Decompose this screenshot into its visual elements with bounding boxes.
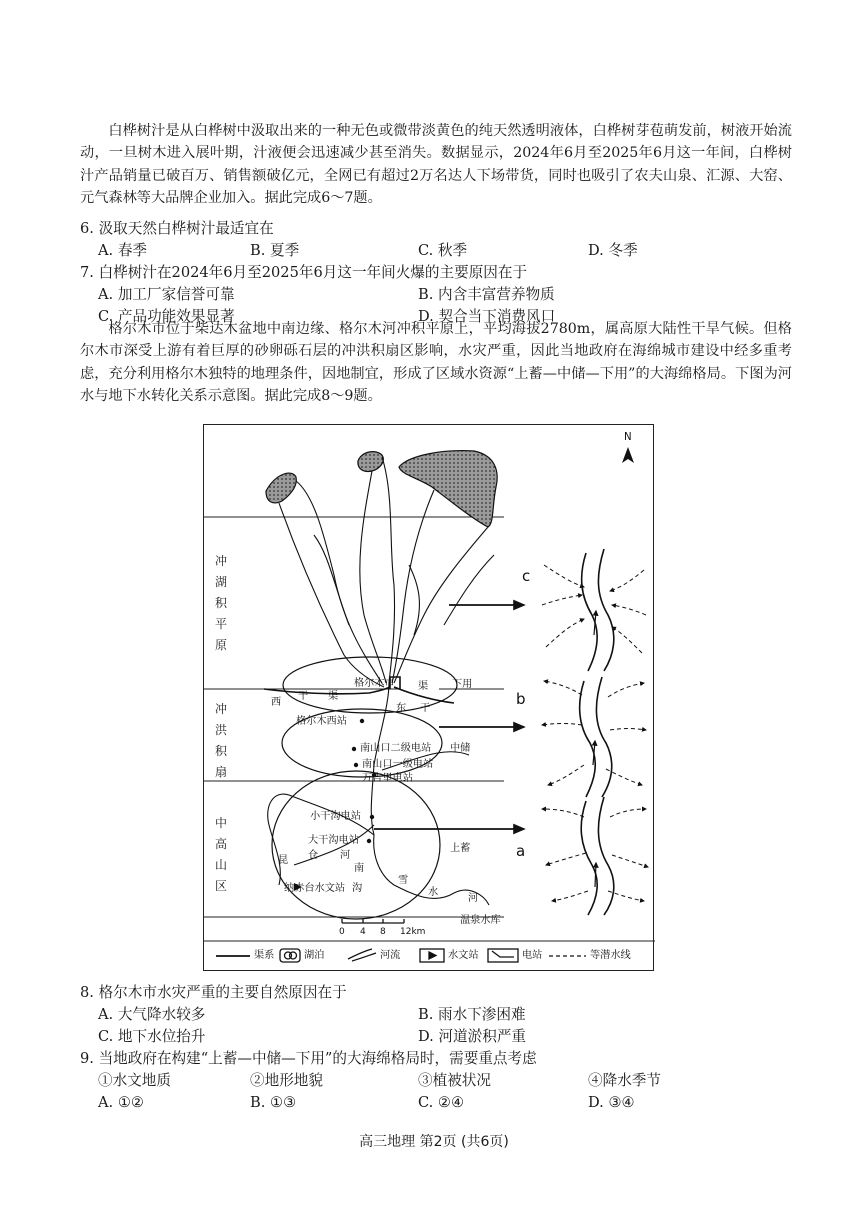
legend-water-table: 等潜水线 xyxy=(590,950,631,961)
q8-option-d: D. 河道淤积严重 xyxy=(418,1028,527,1045)
label-nanshan-1: 南山口一级电站 xyxy=(362,759,434,770)
inset-c xyxy=(582,549,614,671)
legend-hydro-station: 水文站 xyxy=(448,950,479,961)
label-shangxu: 上蓄 xyxy=(450,843,471,854)
zone-label-plain: 冲湖积平原 xyxy=(214,554,227,652)
q8-option-b: B. 雨水下渗困难 xyxy=(418,1006,526,1023)
passage-2: 格尔木市位于柴达木盆地中南边缘、格尔木河冲积平原上，平均海拔2780m，属高原大陆性干旱气候。但格尔木市深受上游有着巨厚的砂卵砾石层的冲洪积扇区影响，水灾严重，因此当地政府在海绵城市建设中经多重考虑，充分利用格尔木独特的地理条件，因地制宜，形成了区域水资源“上蓄—中储—下用”的大海绵格局。下图为河水与地下水转化关系示意图。据此完成8～9题。 xyxy=(80,321,792,405)
q9-option-b: B. ①③ xyxy=(250,1094,297,1111)
label-river-gou: 沟 xyxy=(352,883,363,894)
q7-option-d: D. 契合当下消费风口 xyxy=(418,308,556,325)
lake-east xyxy=(399,451,497,527)
label-river-kun: 昆 xyxy=(278,855,289,866)
scale-12: 12km xyxy=(400,927,426,937)
label-canal-east-1: 东 xyxy=(396,703,407,714)
scale-8: 8 xyxy=(380,927,386,937)
scale-bar xyxy=(342,919,404,923)
label-city: 格尔木市 xyxy=(354,678,395,689)
question-6-stem: 6. 汲取天然白桦树汁最适宜在 xyxy=(80,220,274,237)
q8-option-a: A. 大气降水较多 xyxy=(98,1006,206,1023)
q7-option-c: C. 产品功能效果显著 xyxy=(98,308,235,325)
inset-a-flow xyxy=(542,809,648,901)
inset-b xyxy=(580,677,612,797)
q9-option-c: C. ②④ xyxy=(418,1094,465,1111)
label-canal-west-3: 渠 xyxy=(328,691,339,702)
river-groundwater-figure xyxy=(203,424,654,971)
inset-label-c: c xyxy=(522,567,531,585)
q9-option-a: A. ①② xyxy=(98,1094,144,1111)
inset-label-b: b xyxy=(516,690,526,708)
inset-label-a: a xyxy=(516,842,526,860)
label-river-xue: 雪 xyxy=(398,875,409,886)
north-arrow-icon xyxy=(622,447,634,463)
scale-4: 4 xyxy=(360,927,366,937)
q7-option-a: A. 加工厂家信誉可靠 xyxy=(98,286,235,303)
q6-option-c: C. 秋季 xyxy=(418,242,468,259)
zone-label-fan: 冲洪积扇 xyxy=(214,702,227,779)
label-river-he: 河 xyxy=(340,850,351,861)
label-qu: 渠 xyxy=(418,681,429,692)
q9-item-3: ③植被状况 xyxy=(418,1072,491,1089)
label-wanji: 万吉里电站 xyxy=(362,773,413,784)
label-nanshan-2: 南山口二级电站 xyxy=(360,743,432,754)
passage-1: 白桦树汁是从白桦树中汲取出来的一种无色或微带淡黄色的纯天然透明液体，白桦树芽苞萌发前，树液开始流动，一旦树木进入展叶期，汁液便会迅速减少甚至消失。数据显示，2024年6月至2025年6月这一年间，白桦树汁产品销量已破百万、销售额破亿元，全网已有超过2万名达人下场带货，同时也吸引了农夫山泉、汇源、大窑、元气森林等大品牌企业加入。据此完成6～7题。 xyxy=(80,123,792,207)
legend-river: 河流 xyxy=(380,950,401,961)
q9-item-4: ④降水季节 xyxy=(588,1072,661,1089)
label-dagan: 大干沟电站 xyxy=(308,835,359,846)
label-wenquan: 温泉水库 xyxy=(460,915,501,926)
zone-label-mountain: 中高山区 xyxy=(214,816,227,893)
q6-option-a: A. 春季 xyxy=(98,242,148,259)
label-river-shui: 水 xyxy=(428,887,439,898)
label-xiaogan: 小干沟电站 xyxy=(310,811,361,822)
legend-lake: 湖泊 xyxy=(304,950,325,961)
q9-item-2: ②地形地貌 xyxy=(250,1072,323,1089)
scale-0: 0 xyxy=(339,927,345,937)
label-canal-west-2: 干 xyxy=(298,691,309,702)
label-river-cang: 仓 xyxy=(308,850,319,861)
north-label: N xyxy=(624,432,632,443)
question-9-stem: 9. 当地政府在构建“上蓄—中储—下用”的大海绵格局时，需要重点考虑 xyxy=(80,1050,537,1067)
label-nachitai: 纳赤台水文站 xyxy=(284,883,346,894)
page-footer: 高三地理 第2页 (共6页) xyxy=(359,1134,509,1150)
inset-a xyxy=(581,797,614,915)
q6-option-b: B. 夏季 xyxy=(250,242,300,259)
legend-power-station: 电站 xyxy=(522,950,543,961)
question-8-stem: 8. 格尔木市水灾严重的主要自然原因在于 xyxy=(80,984,347,1001)
inset-c-flow xyxy=(542,565,646,653)
question-7-stem: 7. 白桦树汁在2024年6月至2025年6月这一年间火爆的主要原因在于 xyxy=(80,264,528,281)
inset-b-flow xyxy=(542,681,646,785)
q9-option-d: D. ③④ xyxy=(588,1094,635,1111)
legend-canal: 渠系 xyxy=(254,950,275,961)
label-canal-west-1: 西 xyxy=(271,697,282,708)
label-river-nan: 南 xyxy=(354,863,365,874)
label-zhongchu: 中储 xyxy=(450,743,471,754)
lake-west xyxy=(266,473,296,503)
lake-middle xyxy=(358,452,383,472)
q8-option-c: C. 地下水位抬升 xyxy=(98,1028,206,1045)
label-xiayong: 下用 xyxy=(452,679,473,690)
label-river-he2: 河 xyxy=(468,893,479,904)
q6-option-d: D. 冬季 xyxy=(588,242,638,259)
q9-item-1: ①水文地质 xyxy=(98,1072,171,1089)
label-station-west: 格尔木西站 xyxy=(296,716,347,727)
label-canal-east-2: 干 xyxy=(420,703,431,714)
q7-option-b: B. 内含丰富营养物质 xyxy=(418,286,555,303)
